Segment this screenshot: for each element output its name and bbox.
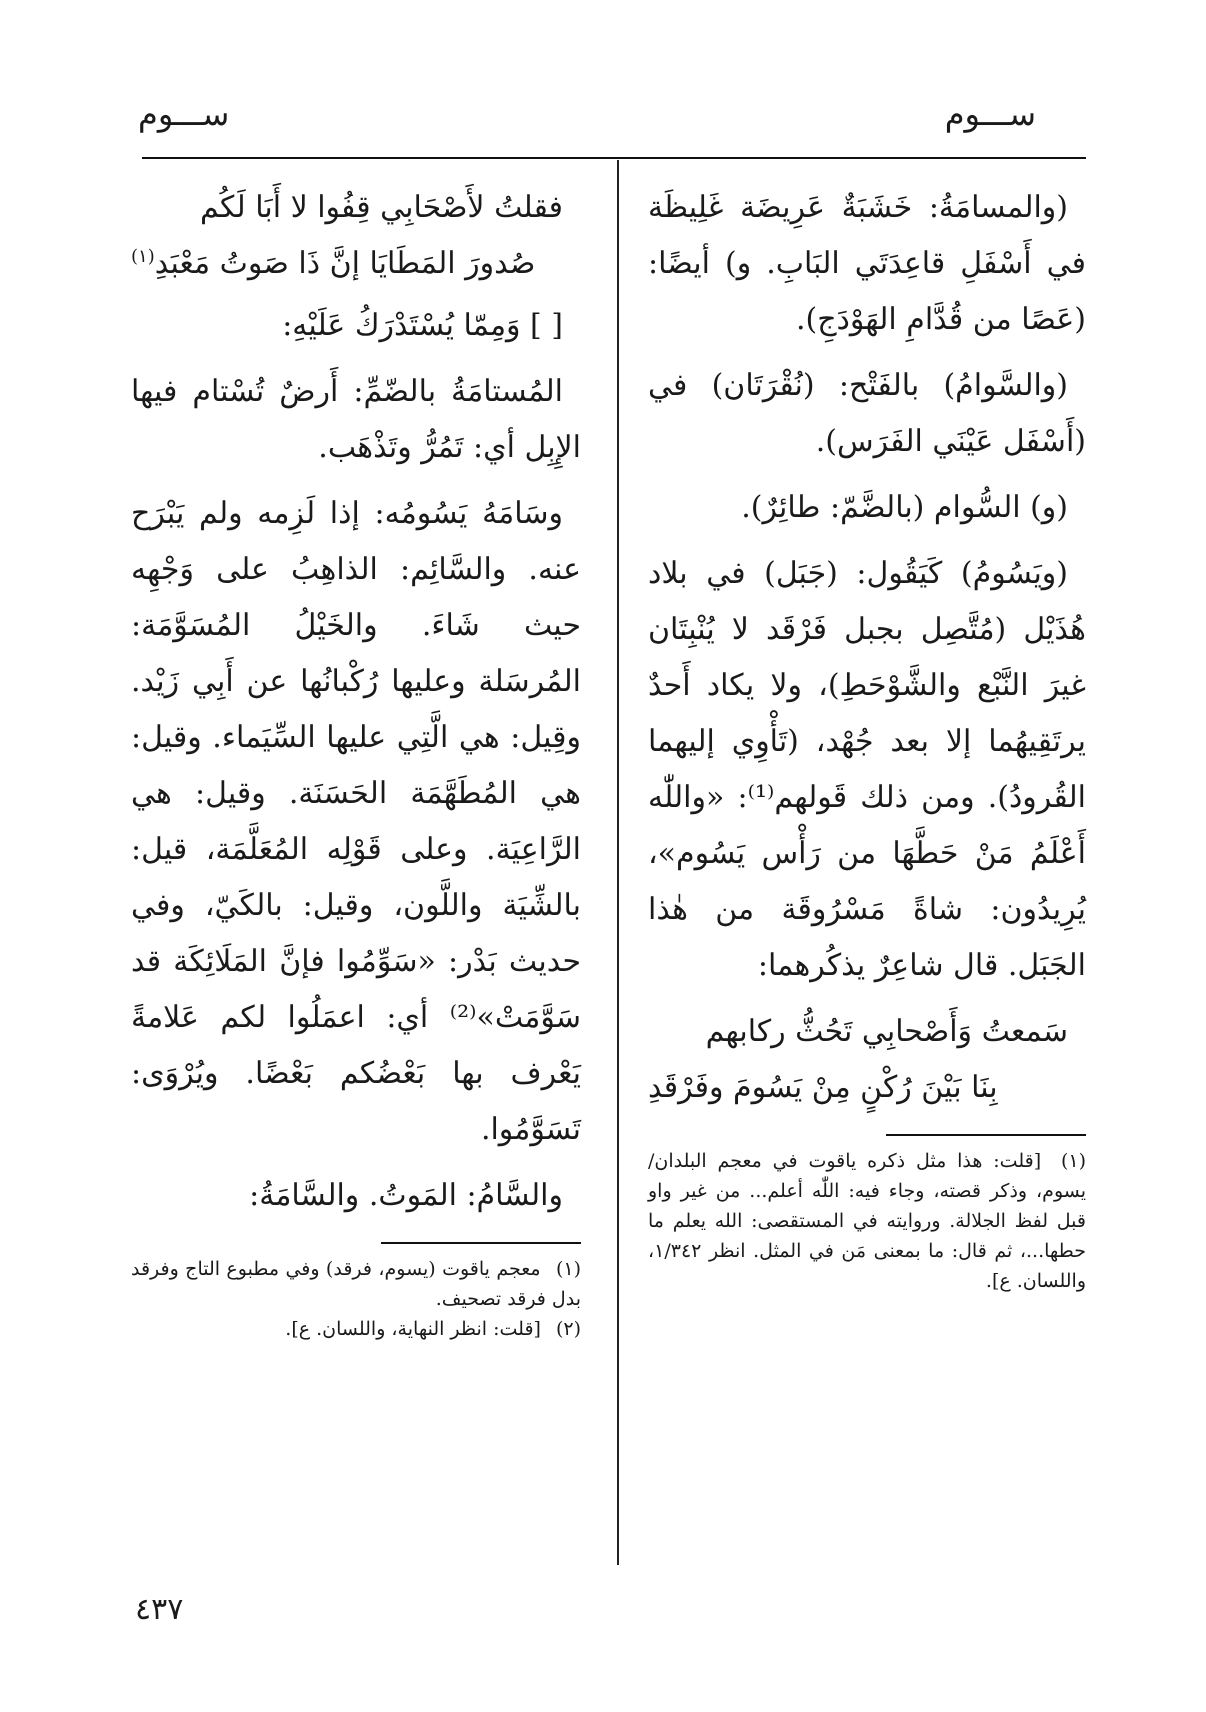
verse-line xyxy=(131,236,581,292)
footnote-number: (١) xyxy=(1060,1150,1086,1172)
paragraph: (و) السُّوام (بالضَّمّ: طائِرٌ). xyxy=(741,490,1068,525)
running-header-left: ســـوم xyxy=(138,95,230,133)
right-column xyxy=(648,180,1086,1296)
footnote-rule xyxy=(381,1242,581,1244)
paragraph: (والسَّوامُ) بالفَتْح: (نُقْرَتَان) في (أَسْفَل عَيْنَي الفَرَس). xyxy=(648,368,1086,459)
header-rule xyxy=(142,157,1086,159)
footnote-marker: (١) xyxy=(131,246,155,267)
footnote-text: [قلت: انظر النهاية، واللسان. ع]. xyxy=(285,1318,541,1340)
footnote-number: (١) xyxy=(555,1258,581,1280)
verse xyxy=(648,1004,1086,1116)
footnote-rule xyxy=(886,1134,1086,1136)
verse-line: بِنَا بَيْنَ رُكْنٍ مِنْ يَسُومَ وفَرْقَدِ xyxy=(648,1070,998,1105)
paragraph: (والمسامَةُ: خَشَبَةٌ عَرِيضَة غَلِيظَة في أَسْفَلِ قاعِدَتَي البَابِ. و) أيضًا: (عَصًا من قُدَّامِ الهَوْدَجِ). xyxy=(648,190,1086,337)
paragraph: المُستامَةُ بالضّمِّ: أَرضٌ تُسْتام فيها الإِبِل أي: تَمُرُّ وتَذْهَب. xyxy=(131,374,581,465)
column-divider xyxy=(617,160,619,1565)
verse-line: فقلتُ لأَصْحَابِي قِفُوا لا أَبَا لَكُم xyxy=(200,190,563,225)
footnote-number: (٢) xyxy=(555,1318,581,1340)
footnote-text: معجم ياقوت (يسوم، فرقد) وفي مطبوع التاج وفرقد بدل فرقد تصحيف. xyxy=(131,1258,581,1310)
left-column xyxy=(131,180,581,1344)
footnote xyxy=(131,1254,581,1314)
running-header-right: ســـوم xyxy=(944,95,1036,133)
footnote xyxy=(131,1314,581,1344)
paragraph: وسَامَهُ يَسُومُه: إذا لَزِمه ولم يَبْرَح عنه. والسَّائِم: الذاهِبُ على وَجْهِه حيث شَاءَ. والخَيْلُ المُسَوَّمَة: المُرسَلة وعليها رُكْبانُها عن أَبِي زَيْد. وقِيل: هي الَّتِي عليها السِّيَماء. وقيل: هي المُطَهَّمَة الحَسَنَة. وقيل: هي الرَّاعِيَة. وعلى قَوْلِه المُعَلَّمَة، قيل: بالشِّيَة واللَّون، وقيل: بالكَيّ، وفي حديث بَدْر: «سَوِّمُوا فإنَّ المَلَائِكَة قد سَوَّمَتْ»⁽²⁾ أي: اعمَلُوا لكم عَلامةً يَعْرف بها بَعْضُكم بَعْضًا. ويُرْوَى: تَسَوَّمُوا. xyxy=(131,496,581,1147)
supplement-heading: [ ] وَمِمّا يُسْتَدْرَكُ عَلَيْهِ: xyxy=(282,308,563,343)
verse-line-text: صُدورَ المَطَايَا إنَّ ذَا صَوتُ مَعْبَدِ xyxy=(154,246,536,281)
paragraph: (ويَسُومُ) كَيَقُول: (جَبَل) في بلاد هُذَيْل (مُتَّصِل بجبل فَرْقَد لا يُنْبِتَان غيرَ النَّبْع والشَّوْحَطِ)، ولا يكاد أَحدٌ يرتَقِيهُما إلا بعد جُهْد، (تَأْوِي إليهما القُرودُ). ومن ذلك قَولهم⁽¹⁾: «واللّٰه أَعْلَمُ مَنْ حَطَّهَا من رَأْس يَسُوم»، يُرِيدُون: شاةً مَسْرُوقَة من هٰذا الجَبَل. قال شاعِرٌ يذكُرهما: xyxy=(648,556,1086,983)
verse xyxy=(131,180,581,292)
paragraph: والسَّامُ: المَوتُ. والسَّامَةُ: xyxy=(249,1178,563,1213)
page-number: ٤٣٧ xyxy=(135,1592,184,1627)
verse-line: سَمعتُ وَأَصْحابِي تَحُثُّ ركابهم xyxy=(705,1014,1068,1049)
footnote xyxy=(648,1146,1086,1296)
footnote-text: [قلت: هذا مثل ذكره ياقوت في معجم البلدان/يسوم، وذكر قصته، وجاء فيه: اللّٰه أعلم... من غير واو قبل لفظ الجلالة. وروايته في المستقصى: الله يعلم ما حطها...، ثم قال: ما بمعنى مَن في المثل. انظر ١/٣٤٢، واللسان. ع]. xyxy=(648,1150,1086,1292)
